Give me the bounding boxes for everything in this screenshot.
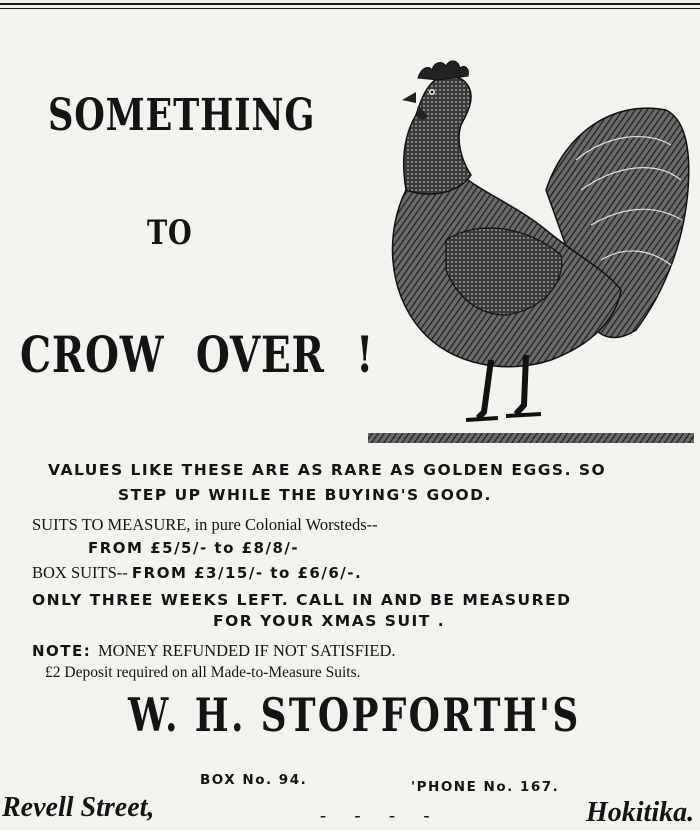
headline-to: TO	[147, 213, 193, 253]
street-address: Revell Street,	[2, 792, 155, 823]
box-suits-price: FROM £3/15/- to £6/6/-.	[131, 564, 363, 582]
suits-to-measure-line-1: SUITS TO MEASURE, in pure Colonial Worsteds--	[32, 515, 378, 534]
firm-name: W. H. STOPFORTH'S	[128, 688, 581, 742]
box-suits-label: BOX SUITS--	[32, 563, 132, 582]
top-rule-thin	[0, 8, 700, 9]
suits-to-measure-price: FROM £5/5/- to £8/8/-	[88, 539, 300, 557]
note-text: MONEY REFUNDED IF NOT SATISFIED.	[98, 641, 396, 660]
box-suits-line	[32, 563, 362, 583]
intro-line-2: STEP UP WHILE THE BUYING'S GOOD.	[118, 486, 492, 504]
deposit-line: £2 Deposit required on all Made-to-Measure Suits.	[45, 664, 361, 681]
rooster-illustration	[366, 40, 696, 450]
top-rule	[0, 3, 700, 5]
box-number: BOX No. 94.	[200, 772, 308, 788]
weeks-left-line-2: FOR YOUR XMAS SUIT .	[213, 612, 446, 630]
headline-something: SOMETHING	[48, 90, 316, 141]
note-prefix: NOTE:	[32, 642, 99, 660]
phone-number: 'PHONE No. 167.	[411, 779, 560, 795]
note-line	[32, 641, 396, 661]
headline-crow-over: CROW OVER !	[20, 325, 375, 384]
town-name: Hokitika.	[586, 797, 695, 828]
address-separator: - - - -	[320, 805, 442, 825]
intro-line-1: VALUES LIKE THESE ARE AS RARE AS GOLDEN EGGS. SO	[48, 461, 607, 479]
weeks-left-line-1: ONLY THREE WEEKS LEFT. CALL IN AND BE MEASURED	[32, 591, 572, 609]
